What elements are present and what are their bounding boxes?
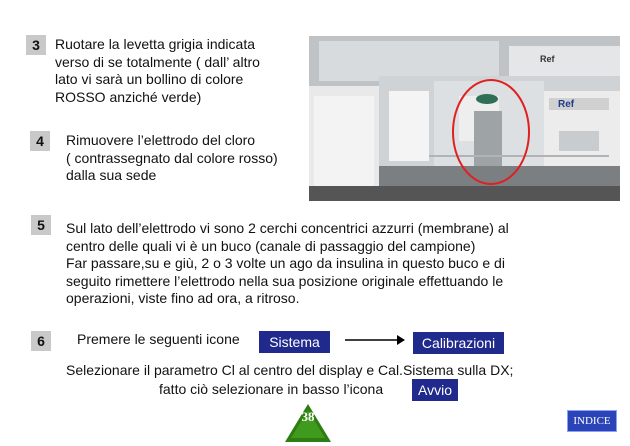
index-button[interactable]: INDICE	[567, 410, 617, 432]
arrow-right-icon	[345, 334, 405, 346]
step-6-text: Premere le seguenti icone	[77, 331, 240, 347]
page-number: 38	[301, 409, 315, 424]
instrument-photo-drawing	[309, 36, 620, 201]
ref-label-mid: Ref	[558, 99, 575, 110]
calibrazioni-button[interactable]: Calibrazioni	[413, 332, 504, 354]
step-4-text: Rimuovere l’elettrodo del cloro ( contrassegnato dal colore rosso) dalla sua sede	[66, 132, 278, 183]
step-5-text: Sul lato dell’elettrodo vi sono 2 cerchi concentrici azzurri (membrane) al centro delle quali vi è un buco (canale di passaggio del campione) Far passare,su e giù, 2 o 3 volte un ago da insulina in questo buco e di seguito rimettere l’elettrodo nella sua posizione originale effettuando le operazioni, viste fino ad ora, a ritroso.	[66, 220, 509, 306]
step-3-badge: 3	[26, 35, 46, 55]
ref-label-top: Ref	[540, 54, 555, 64]
avvio-button[interactable]: Avvio	[412, 379, 458, 401]
step-6-badge: 6	[31, 331, 51, 351]
instruction-line-2: fatto ciò selezionare in basso l’icona	[159, 381, 384, 397]
step-4-badge: 4	[30, 131, 50, 151]
sistema-button[interactable]: Sistema	[259, 331, 330, 353]
step-5-badge: 5	[31, 215, 51, 235]
instrument-photo	[309, 36, 620, 201]
step-3-text: Ruotare la levetta grigia indicata verso di se totalmente ( dall’ altro lato vi sarà un bollino di colore ROSSO anziché verde)	[55, 36, 260, 105]
instruction-line-1: Selezionare il parametro Cl al centro del display e Cal.Sistema sulla DX;	[66, 362, 514, 378]
